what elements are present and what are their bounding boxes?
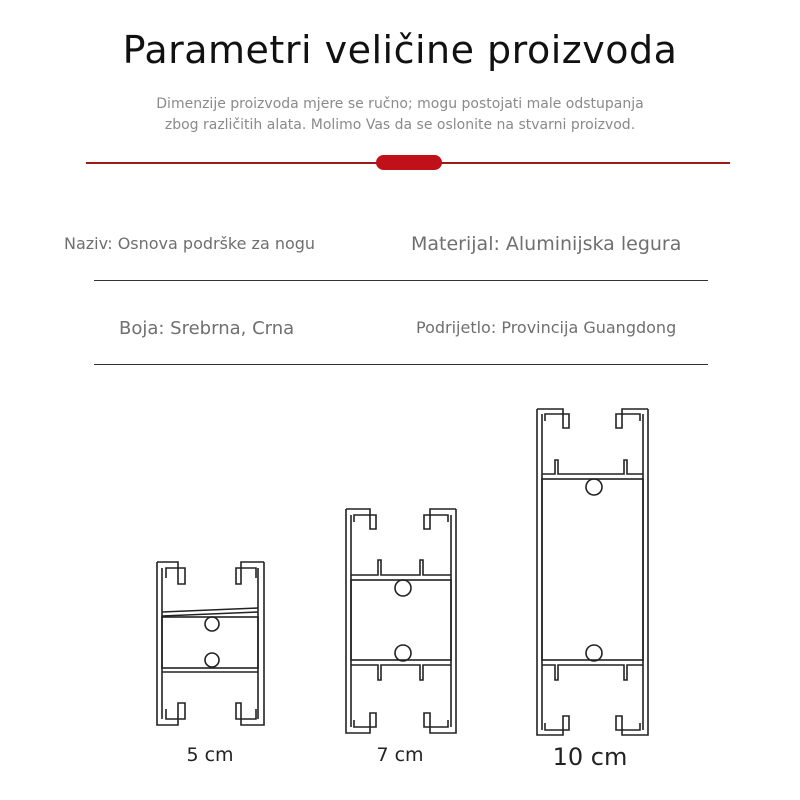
- profile-label-7cm: 7 cm: [376, 744, 424, 766]
- profile-label-5cm: 5 cm: [186, 744, 234, 766]
- measurement-note-line2: zbog različitih alata. Molimo Vas da se oslonite na stvarni proizvod.: [164, 117, 636, 133]
- spec-material: Materijal: Aluminijska legura: [411, 233, 682, 255]
- measurement-note-line1: Dimenzije proizvoda mjere se ručno; mogu postojati male odstupanja: [156, 96, 644, 112]
- spec-origin: Podrijetlo: Provincija Guangdong: [416, 318, 677, 337]
- aluminium-profile-10cm-icon: [537, 409, 648, 735]
- spec-name: Naziv: Osnova podrške za nogu: [64, 234, 316, 253]
- page-title: Parametri veličine proizvoda: [122, 28, 678, 72]
- aluminium-profile-7cm-icon: [346, 509, 456, 733]
- aluminium-profile-5cm-icon: [157, 562, 264, 725]
- spec-color: Boja: Srebrna, Crna: [119, 318, 295, 339]
- profile-label-10cm: 10 cm: [552, 743, 628, 771]
